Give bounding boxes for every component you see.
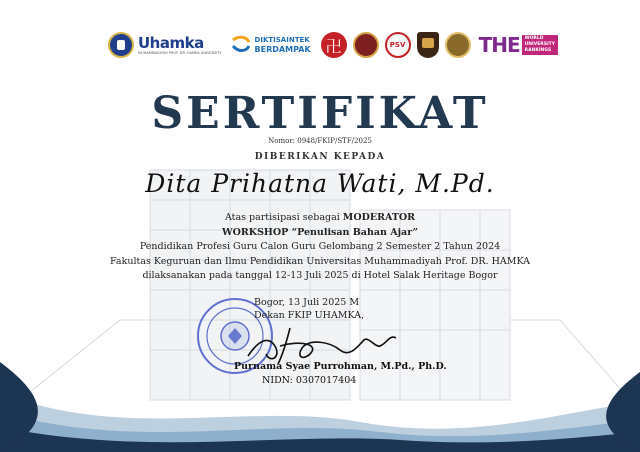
shield-logo-icon — [417, 32, 439, 58]
red-emblem-icon — [321, 32, 347, 58]
recipient-name: Dita Prihatna Wati, M.Pd. — [145, 169, 495, 198]
faculty-line: Fakultas Keguruan dan Ilmu Pendidikan Universitas Muhammadiyah Prof. DR. HAMKA — [109, 255, 531, 267]
uhamka-wordmark: Uhamka — [138, 33, 204, 52]
uhamka-logo — [108, 32, 222, 58]
given-to-label: DIBERIKAN KEPADA — [254, 152, 386, 162]
workshop-line: WORKSHOP “Penulisan Bahan Ajar” — [221, 226, 419, 238]
the-side-line-2: UNIVERSITY — [524, 42, 556, 47]
the-rankings-logo — [479, 33, 558, 57]
certificate-title: SERTIFIKAT — [151, 88, 489, 139]
signer-name: Purnama Syae Purrohman, M.Pd., Ph.D. — [234, 361, 447, 372]
the-wordmark: THE — [478, 33, 520, 57]
the-side-line-3: RANKINGS — [524, 48, 552, 53]
uhamka-subtitle: MUHAMMADIYAH PROF. DR. HAMKA UNIVERSITY — [138, 50, 222, 55]
psv-logo — [385, 32, 411, 58]
partner-logos — [108, 28, 558, 62]
participation-prefix: Atas partisipasi sebagai — [224, 212, 343, 223]
gold-seal-icon — [445, 32, 471, 58]
certificate-number: Nomor: 0948/FKIP/STF/2025 — [268, 137, 372, 145]
maroon-seal-icon — [353, 32, 379, 58]
the-side-line-1: WORLD — [524, 36, 544, 41]
psv-text: PSV — [389, 41, 406, 49]
certificate-body — [0, 211, 640, 284]
dikti-top-text: DIKTISAINTEK — [254, 35, 310, 44]
diktisaintek-logo — [230, 34, 311, 56]
place-date: Bogor, 13 Juli 2025 M — [254, 297, 360, 308]
participation-line — [0, 211, 640, 226]
signer-position: Dekan FKIP UHAMKA, — [254, 310, 365, 321]
uhamka-emblem-icon — [108, 32, 134, 58]
diktisaintek-mark-icon — [230, 34, 252, 56]
participation-role: MODERATOR — [342, 212, 416, 223]
signer-nidn: NIDN: 0307017404 — [262, 375, 357, 386]
dikti-bottom-text: BERDAMPAK — [254, 44, 311, 54]
program-line: Pendidikan Profesi Guru Calon Guru Gelombang 2 Semester 2 Tahun 2024 — [139, 241, 501, 252]
event-date-line: dilaksanakan pada tanggal 12-13 Juli 2025 di Hotel Salak Heritage Bogor — [142, 270, 498, 281]
